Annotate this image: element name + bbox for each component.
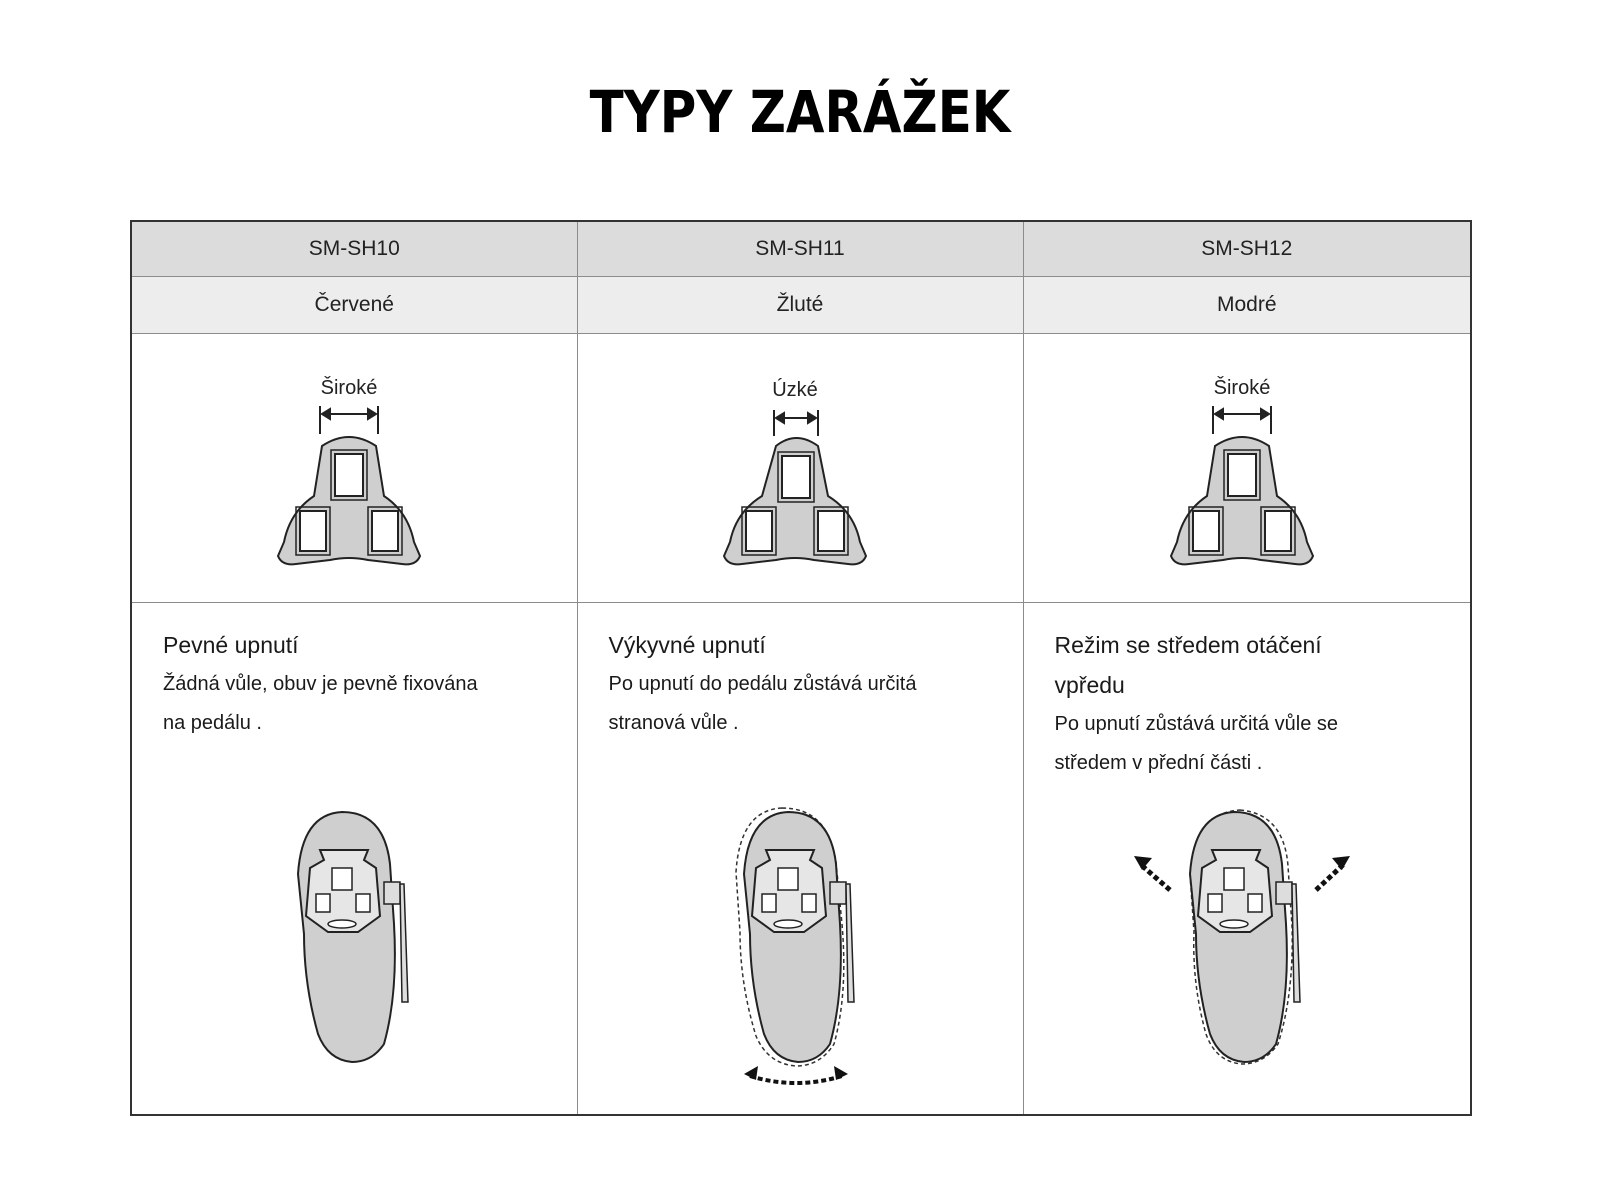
mode-title: Pevné upnutí xyxy=(163,632,299,658)
width-label: Úzké xyxy=(771,379,818,401)
model-cell-sh12: SM-SH12 xyxy=(1023,221,1471,277)
cleat-cell-sh12 xyxy=(1023,334,1471,603)
cleat-wide-icon xyxy=(132,334,578,602)
desc-cell-sh12 xyxy=(1023,603,1471,1116)
model-row xyxy=(131,221,1471,277)
mode-description: Žádná vůle, obuv je pevně fixována na pedálu . xyxy=(163,673,478,734)
desc-cell-sh10 xyxy=(131,603,577,1116)
color-cell-red: Červené xyxy=(131,277,577,334)
pivot-arrow-left-icon xyxy=(1134,856,1170,890)
shoe-float-icon xyxy=(578,794,1024,1114)
swing-arrow-icon xyxy=(744,1066,848,1083)
page-title: TYPY ZARÁŽEK xyxy=(589,78,1011,146)
cleat-wide-icon xyxy=(1024,334,1472,602)
cleat-narrow-icon xyxy=(578,334,1024,602)
color-cell-yellow: Žluté xyxy=(577,277,1023,334)
mode-description: Po upnutí zůstává určitá vůle se středem v přední části . xyxy=(1054,713,1338,774)
description-row xyxy=(131,603,1471,1116)
shoe-fixed-icon xyxy=(132,794,578,1114)
cleat-cell-sh11 xyxy=(577,334,1023,603)
mode-title: Výkyvné upnutí xyxy=(608,632,766,658)
model-cell-sh11: SM-SH11 xyxy=(577,221,1023,277)
color-cell-blue: Modré xyxy=(1023,277,1471,334)
mode-title: Režim se středem otáčení vpředu xyxy=(1054,632,1322,698)
model-cell-sh10: SM-SH10 xyxy=(131,221,577,277)
pivot-arrow-right-icon xyxy=(1316,856,1350,890)
color-row xyxy=(131,277,1471,334)
cleat-types-table xyxy=(130,220,1472,1116)
width-label: Široké xyxy=(1213,377,1270,399)
cleat-cell-sh10 xyxy=(131,334,577,603)
desc-cell-sh11 xyxy=(577,603,1023,1116)
cleat-row xyxy=(131,334,1471,603)
width-label: Široké xyxy=(320,377,378,399)
shoe-front-pivot-icon xyxy=(1024,794,1472,1114)
mode-description: Po upnutí do pedálu zůstává určitá stranová vůle . xyxy=(608,673,917,734)
